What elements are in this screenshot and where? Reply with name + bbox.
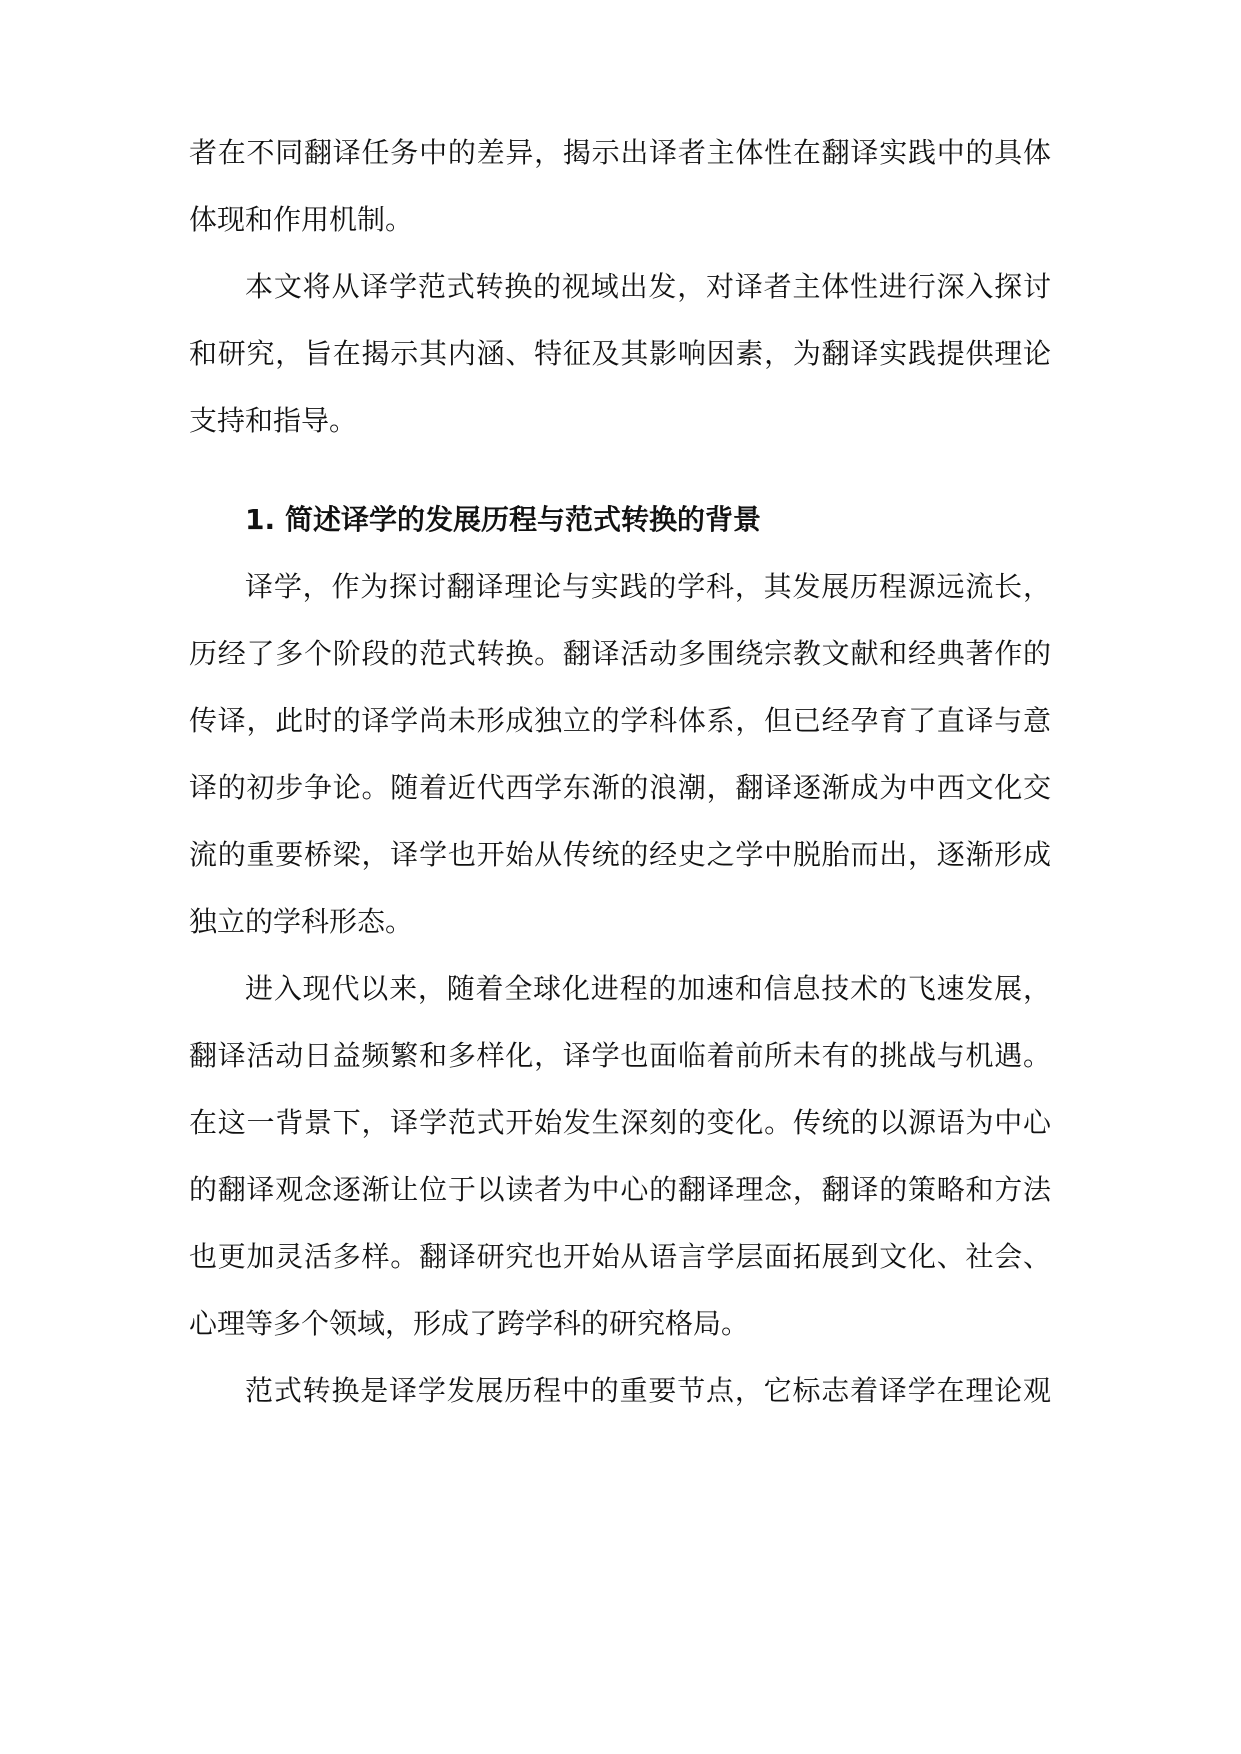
- paragraph-3-line-6: 独立的学科形态。: [189, 905, 414, 938]
- paragraph-5-line-1: 范式转换是译学发展历程中的重要节点，它标志着译学在理论观: [245, 1374, 1051, 1407]
- paragraph-4-line-1: 进入现代以来，随着全球化进程的加速和信息技术的飞速发展，: [245, 972, 1051, 1005]
- paragraph-2-line-2: 和研究，旨在揭示其内涵、特征及其影响因素，为翻译实践提供理论: [189, 337, 1051, 370]
- section-number: 1.: [245, 503, 276, 536]
- paragraph-4-line-5: 也更加灵活多样。翻译研究也开始从语言学层面拓展到文化、社会、: [189, 1240, 1051, 1273]
- section-title: 简述译学的发展历程与范式转换的背景: [285, 503, 762, 536]
- paragraph-3-line-5: 流的重要桥梁，译学也开始从传统的经史之学中脱胎而出，逐渐形成: [189, 838, 1051, 871]
- paragraph-1-line-1: 者在不同翻译任务中的差异，揭示出译者主体性在翻译实践中的具体: [189, 136, 1051, 169]
- paragraph-3-line-1: 译学，作为探讨翻译理论与实践的学科，其发展历程源远流长，: [245, 570, 1051, 603]
- paragraph-4-line-3: 在这一背景下，译学范式开始发生深刻的变化。传统的以源语为中心: [189, 1106, 1051, 1139]
- paragraph-2-line-3: 支持和指导。: [189, 404, 358, 437]
- paragraph-4-line-4: 的翻译观念逐渐让位于以读者为中心的翻译理念，翻译的策略和方法: [189, 1173, 1051, 1206]
- paragraph-1-line-2: 体现和作用机制。: [189, 203, 414, 236]
- paragraph-3-line-4: 译的初步争论。随着近代西学东渐的浪潮，翻译逐渐成为中西文化交: [189, 771, 1051, 804]
- paragraph-3-line-2: 历经了多个阶段的范式转换。翻译活动多围绕宗教文献和经典著作的: [189, 637, 1051, 670]
- paragraph-4-line-2: 翻译活动日益频繁和多样化，译学也面临着前所未有的挑战与机遇。: [189, 1039, 1051, 1072]
- paragraph-3-line-3: 传译，此时的译学尚未形成独立的学科体系，但已经孕育了直译与意: [189, 704, 1051, 737]
- paragraph-4-line-6: 心理等多个领域，形成了跨学科的研究格局。: [189, 1307, 750, 1340]
- paragraph-2-line-1: 本文将从译学范式转换的视域出发，对译者主体性进行深入探讨: [245, 270, 1051, 303]
- section-heading: [245, 500, 1051, 540]
